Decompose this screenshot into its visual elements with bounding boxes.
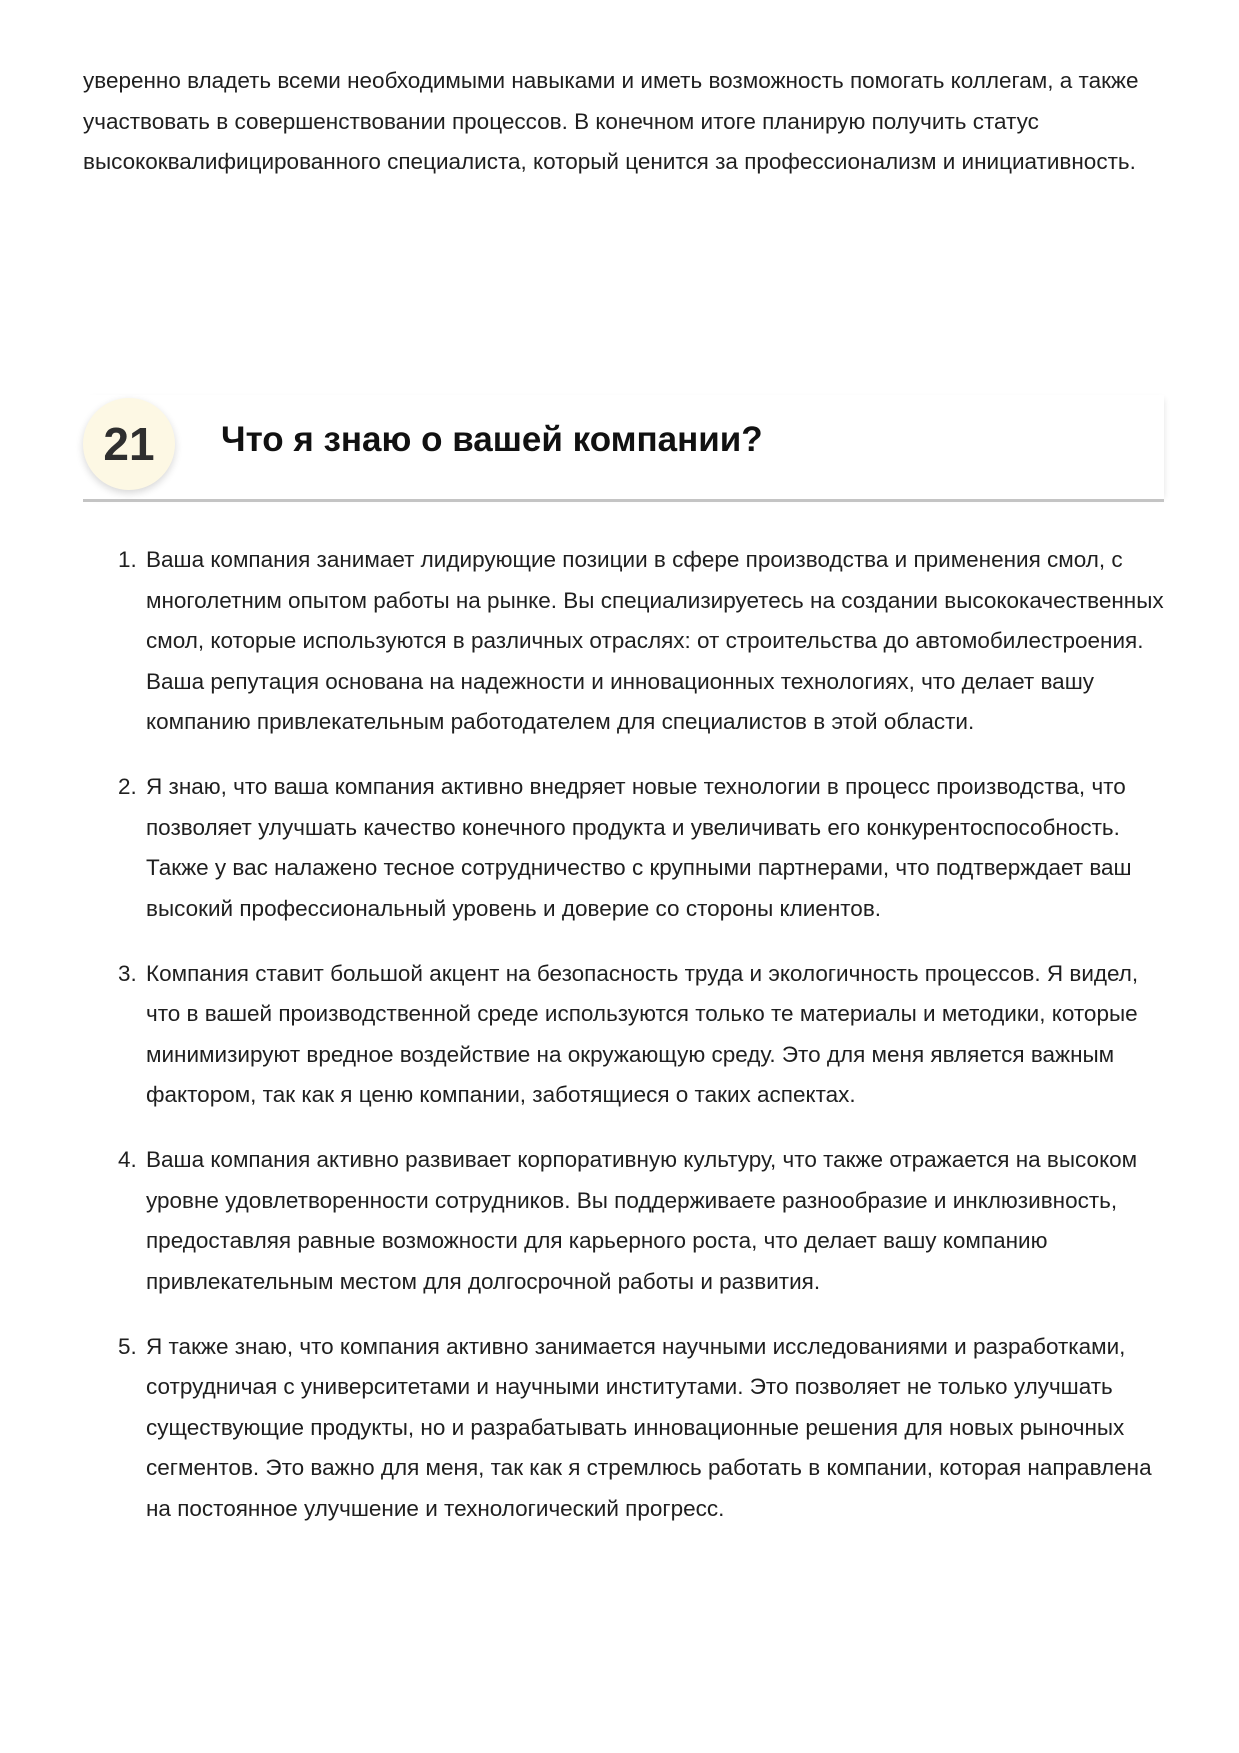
list-item-number: 2.	[118, 774, 137, 799]
list-item-text: Компания ставит большой акцент на безопасность труда и экологичность процессов. Я видел, что в вашей производственной среде используются только те материалы и методики, которые минимизируют вредное воздействие на окружающую среду. Это для меня является важным фактором, так как я ценю компании, заботящиеся о таких аспектах.	[146, 960, 1139, 1107]
list-item-text: Ваша компания активно развивает корпоративную культуру, что также отражается на высоком уровне удовлетворенности сотрудников. Вы поддерживаете разнообразие и инклюзивность, предоставляя равные возможности для карьерного роста, что делает вашу компанию привлекательным местом для долгосрочной работы и развития.	[146, 1147, 1138, 1294]
list-item-text: Я также знаю, что компания активно занимается научными исследованиями и разработками, сотрудничая с университетами и научными институтами. Это позволяет не только улучшать существующие продукты, но и разрабатывать инновационные решения для новых рыночных сегментов. Это важно для меня, так как я стремлюсь работать в компании, которая направлена на постоянное улучшение и технологический прогресс.	[146, 1333, 1152, 1521]
list-item	[0, 1140, 1166, 1302]
list-item-number: 4.	[118, 1147, 137, 1172]
section-number-badge: 21	[83, 398, 175, 490]
intro-paragraph: уверенно владеть всеми необходимыми навыками и иметь возможность помогать коллегам, а также участвовать в совершенствовании процессов. В конечном итоге планирую получить статус высококвалифицированного специалиста, который ценится за профессионализм и инициативность.	[83, 68, 1139, 174]
list-item	[0, 540, 1166, 743]
list-item	[0, 767, 1166, 929]
list-item-number: 3.	[118, 960, 137, 986]
list-item-text: Ваша компания занимает лидирующие позиции в сфере производства и применения смол, с многолетним опытом работы на рынке. Вы специализируетесь на создании высококачественных смол, которые используются в различных отраслях: от строительства до автомобилестроения. Ваша репутация основана на надежности и инновационных технологиях, что делает вашу компанию привлекательным работодателем для специалистов в этой области.	[146, 547, 1164, 734]
answer-list	[0, 540, 1239, 1554]
list-item-text: Я знаю, что ваша компания активно внедряет новые технологии в процесс производства, что позволяет улучшать качество конечного продукта и увеличивать его конкурентоспособность. Также у вас налажено тесное сотрудничество с крупными партнерами, что подтверждает ваш высокий профессиональный уровень и доверие со стороны клиентов.	[146, 774, 1132, 921]
section-title: Что я знаю о вашей компании?	[221, 420, 763, 459]
list-item-number: 1.	[118, 547, 137, 572]
list-item	[0, 1327, 1166, 1530]
section-header	[83, 395, 1164, 501]
list-item	[0, 954, 1166, 1116]
list-item-number: 5.	[118, 1333, 137, 1359]
